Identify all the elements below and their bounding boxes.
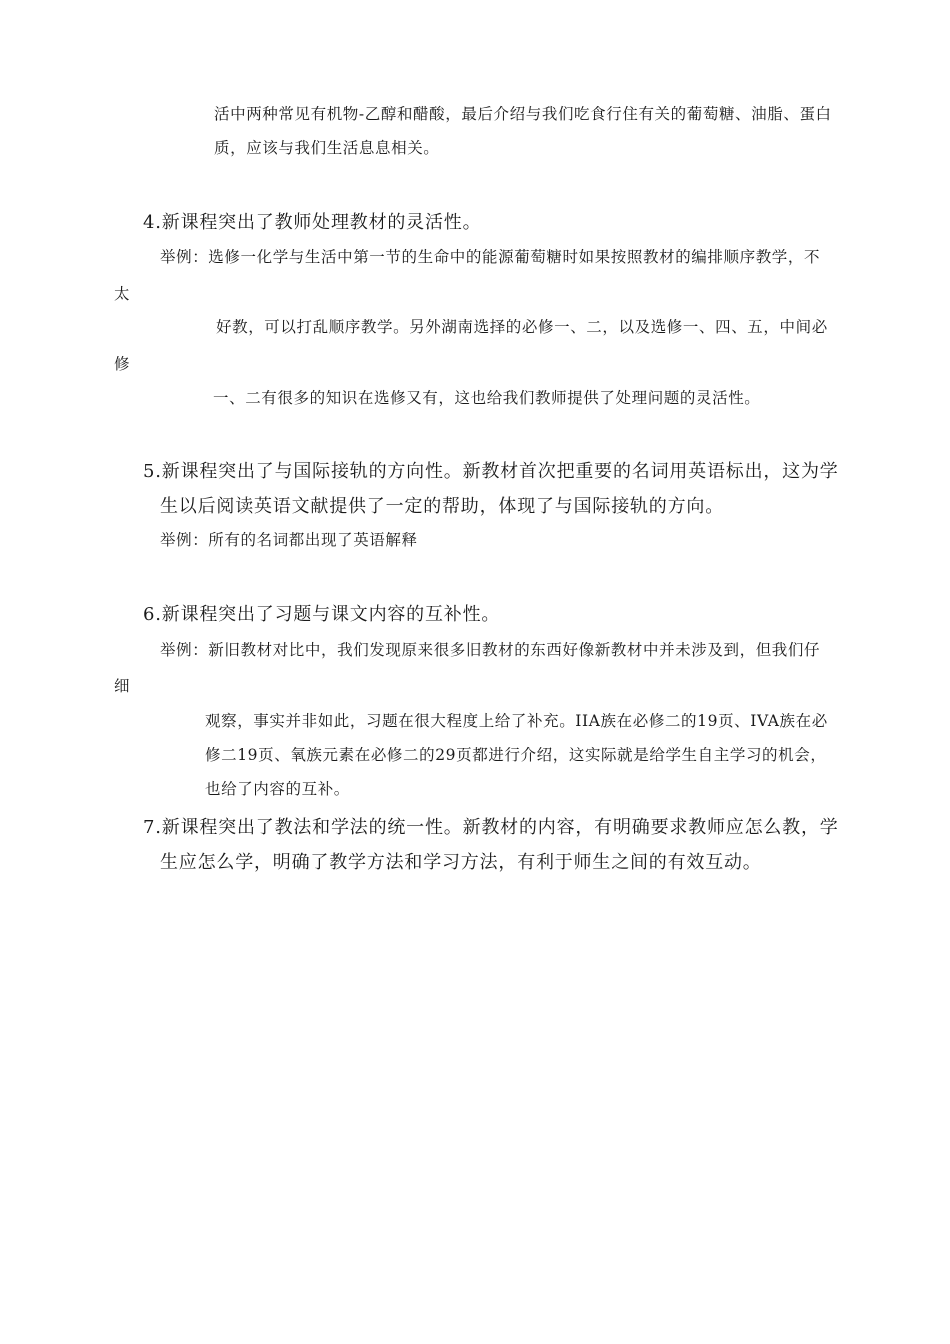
section-7-heading-line-1: 7.新课程突出了教法和学法的统一性。新教材的内容，有明确要求教师应怎么教，学 xyxy=(143,817,839,838)
section-4-example-line-3: 一、二有很多的知识在选修又有，这也给我们教师提供了处理问题的灵活性。 xyxy=(213,389,761,407)
section-6-example-line-1: 举例：新旧教材对比中，我们发现原来很多旧教材的东西好像新教材中并未涉及到，但我们仔 xyxy=(160,641,821,659)
section-6-example-line-4: 也给了内容的互补。 xyxy=(205,780,350,798)
section-4-example-line-1: 举例：选修一化学与生活中第一节的生命中的能源葡萄糖时如果按照教材的编排顺序教学，不 xyxy=(160,248,821,266)
section-5-heading-line-1: 5.新课程突出了与国际接轨的方向性。新教材首次把重要的名词用英语标出，这为学 xyxy=(143,461,839,482)
section-5-heading-line-2: 生以后阅读英语文献提供了一定的帮助，体现了与国际接轨的方向。 xyxy=(160,496,724,517)
section-6-example-wrap-1: 细 xyxy=(114,677,130,695)
section-4-heading: 4.新课程突出了教师处理教材的灵活性。 xyxy=(143,212,482,233)
intro-line-1: 活中两种常见有机物-乙醇和醋酸，最后介绍与我们吃食行住有关的葡萄糖、油脂、蛋白 xyxy=(214,105,832,123)
section-6-heading: 6.新课程突出了习题与课文内容的互补性。 xyxy=(143,604,501,625)
section-7-heading-line-2: 生应怎么学，明确了教学方法和学习方法，有利于师生之间的有效互动。 xyxy=(160,852,762,873)
section-6-example-line-3: 修二19页、氧族元素在必修二的29页都进行介绍，这实际就是给学生自主学习的机会， xyxy=(205,746,827,764)
section-6-example-line-2: 观察，事实并非如此，习题在很大程度上给了补充。IIA族在必修二的19页、IVA族在必 xyxy=(205,712,828,730)
intro-line-2: 质，应该与我们生活息息相关。 xyxy=(214,139,440,157)
section-5-example-line-1: 举例：所有的名词都出现了英语解释 xyxy=(160,531,418,549)
section-4-example-line-2: 好教，可以打乱顺序教学。另外湖南选择的必修一、二，以及选修一、四、五，中间必 xyxy=(216,318,828,336)
section-4-example-wrap-1: 太 xyxy=(114,285,130,303)
section-4-example-wrap-2: 修 xyxy=(114,355,130,373)
